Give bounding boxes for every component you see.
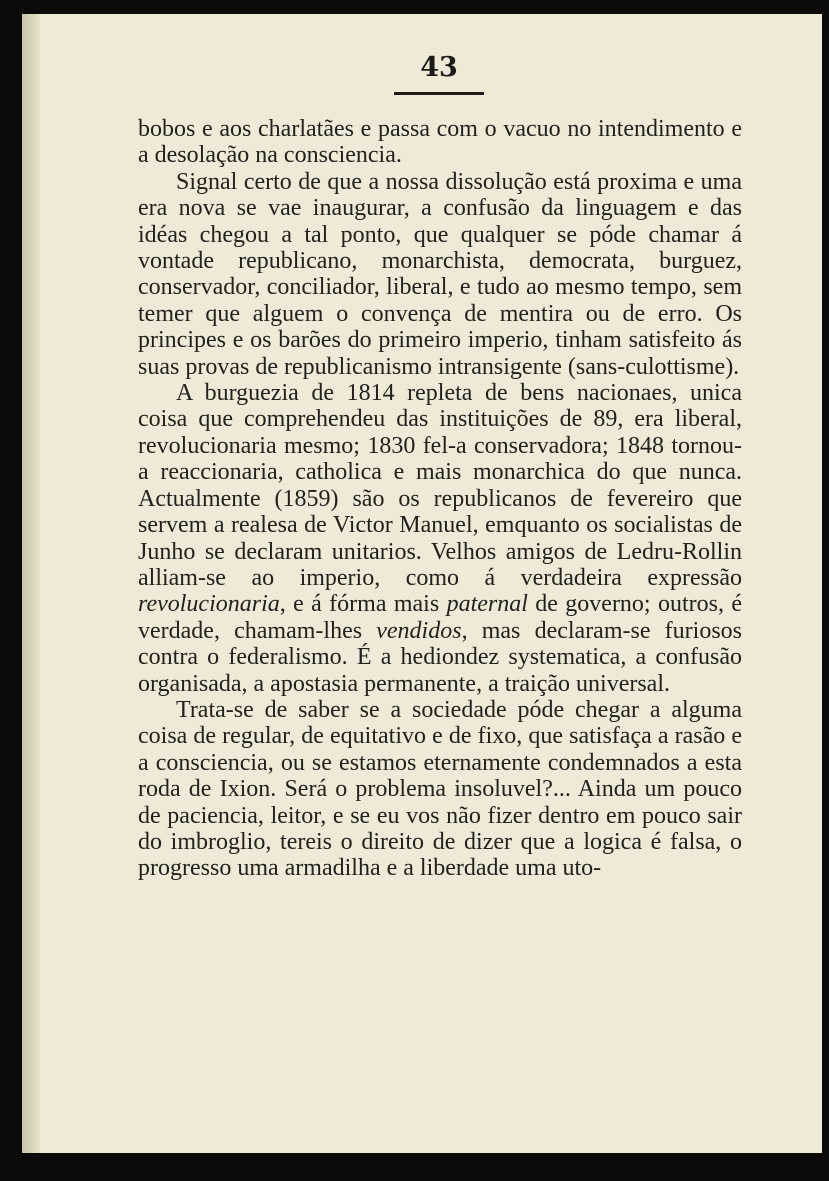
text-segment: bobos e aos charlatães e passa com o vacuo no intendimento e a desolação na consciencia.: [138, 116, 742, 169]
text-segment: , mas declaram-se furiosos contra o federalismo. É a hediondez systematica, a confusão organisada, a apostasia permanente, a traição universal.: [138, 617, 742, 697]
page-gutter: [22, 14, 40, 1154]
text-segment: , e á fórma mais: [279, 591, 447, 618]
italic-segment: vendidos: [376, 617, 462, 644]
page-number: 43: [420, 52, 458, 83]
body-text: [138, 116, 742, 882]
italic-segment: paternal: [446, 591, 528, 618]
book-page: [22, 14, 822, 1154]
scan-border: [0, 1153, 829, 1181]
paragraph-2: [138, 169, 742, 380]
paragraph-4: [138, 697, 742, 882]
paragraph-3: [138, 380, 742, 697]
text-segment: Signal certo de que a nossa dissolução está proxima e uma era nova se vae inaugurar, a confusão da linguagem e das idéas chegou a tal ponto, que qualquer se póde chamar á vontade republicano, monarchista, democrata, burguez, conservador, conciliador, liberal, e tudo ao mesmo tempo, sem temer que alguem o convença de mentira ou de erro. Os principes e os barões do primeiro imperio, tinham satisfeito ás suas provas de republicanismo intransigente (sans-culottisme).: [138, 168, 742, 380]
text-segment: A burguezia de 1814 repleta de bens nacionaes, unica coisa que comprehendeu das instituições de 89, era liberal, revolucionaria mesmo; 1830 fel-a conservadora; 1848 tornou-a reaccionaria, catholica e mais monarchica do que nunca. Actualmente (1859) são os republicanos de fevereiro que servem a realesa de Victor Manuel, emquanto os socialistas de Junho se declaram unitarios. Velhos amigos de Ledru-Rollin alliam-se ao imperio, como á verdadeira expressão: [138, 380, 742, 591]
text-segment: Trata-se de saber se a sociedade póde chegar a alguma coisa de regular, de equitativo e de fixo, que satisfaça a rasão e a consciencia, ou se estamos eternamente condemnados a esta roda de Ixion. Será o problema insoluvel?... Ainda um pouco de paciencia, leitor, e se eu vos não fizer dentro em pouco sair do imbroglio, tereis o direito de dizer que a logica é falsa, o progresso uma armadilha e a liberdade uma uto-: [138, 696, 742, 882]
page-number-rule: [394, 92, 484, 95]
text-segment: de governo; outros, é verdade, chamam-lhes: [138, 591, 743, 644]
italic-segment: revolucionaria: [138, 591, 280, 618]
paragraph-1: [138, 116, 742, 169]
